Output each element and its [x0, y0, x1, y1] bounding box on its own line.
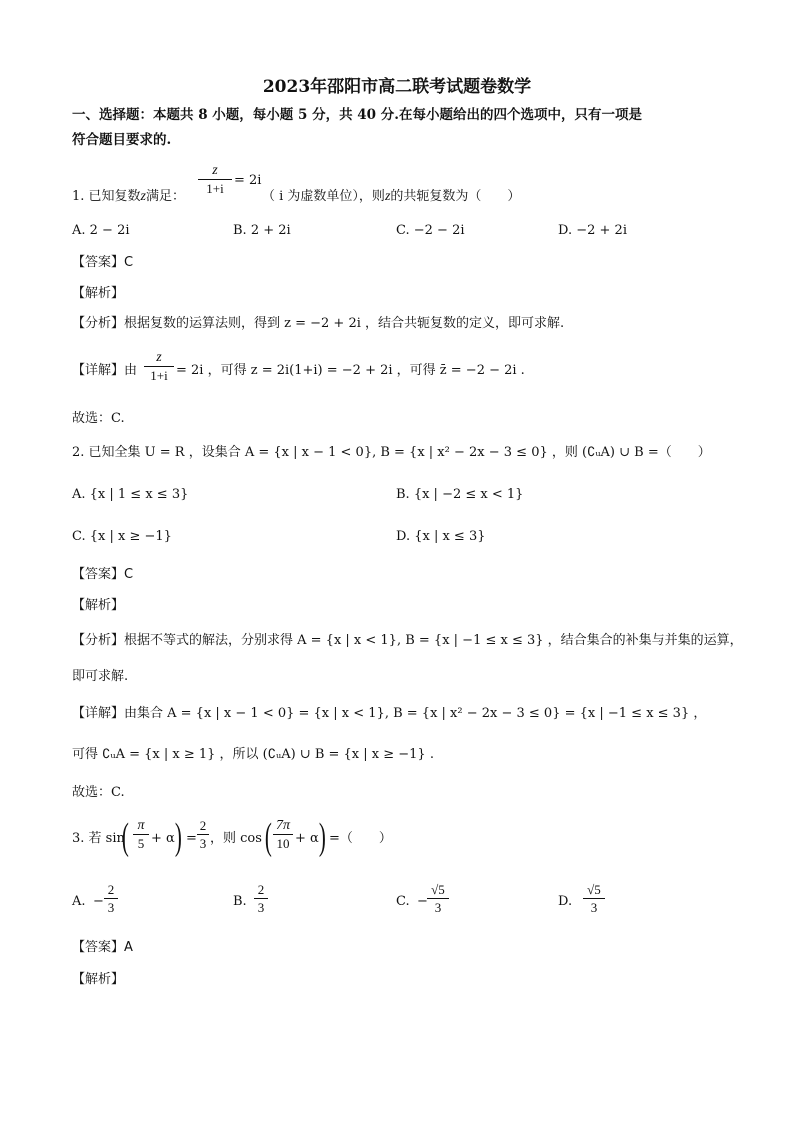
q1-option-a[interactable]: A. 2 − 2i [72, 223, 130, 238]
q3-option-b-bar [254, 898, 268, 899]
q3-option-a-num: 2 [107, 882, 115, 897]
q1-suffix [262, 188, 520, 206]
q3-fraction-2 [197, 818, 209, 851]
q3-equals: = [186, 831, 197, 846]
q3-end: =（ ） [329, 831, 392, 846]
q1-fraction [198, 163, 232, 196]
q3-option-d-label: D. [558, 894, 573, 909]
q3-option-a-sign: − [93, 894, 104, 909]
q1-var-z: z [140, 189, 146, 204]
q3-option-d-frac [583, 882, 605, 915]
q1-detail-frac-bar [144, 366, 174, 367]
q2-answer: 【答案】C [72, 567, 134, 582]
q2-option-d[interactable]: D. {x | x ≤ 3} [396, 529, 486, 544]
page-title: 2023年邵阳市高二联考试题卷数学 [262, 77, 532, 97]
q2-stem: 2. 已知全集 U = R ，设集合 A = {x | x − 1 < 0}, B = {x | x² − 2x − 3 ≤ 0} ，则 (∁ᵤA) ∪ B =（ ） [72, 445, 711, 460]
q3-option-a-frac [104, 882, 118, 915]
q1-detail-prefix: 【详解】由 [72, 363, 138, 378]
q3-option-a-label: A. [72, 894, 86, 909]
q3-option-b-den: 3 [257, 900, 265, 915]
q3-option-c-label: C. [396, 894, 410, 909]
q3-option-d-bar [583, 898, 605, 899]
q3-f2-num: 2 [199, 818, 207, 833]
q2-jiexi: 【解析】 [72, 598, 125, 613]
q2-option-b[interactable]: B. {x | −2 ≤ x < 1} [396, 487, 524, 502]
q1-detail-fraction [144, 350, 174, 383]
q1-prefix: 1. 已知复数 [72, 189, 141, 204]
q1-var-z2: z [384, 189, 391, 204]
q1-detail-frac-num: z [156, 350, 162, 365]
q3-f3-bar [273, 834, 293, 835]
q2-option-a[interactable]: A. {x | 1 ≤ x ≤ 3} [72, 487, 189, 502]
q2-detail-line1: 【详解】由集合 A = {x | x − 1 < 0} = {x | x < 1}, B = {x | x² − 2x − 3 ≤ 0} = {x | −1 ≤ x ≤ 3} ， [72, 706, 707, 721]
q3-option-c-bar [427, 898, 449, 899]
q1-frac-bar [198, 179, 232, 180]
q1-suffix-b: 的共轭复数为（ ） [390, 189, 521, 204]
q1-suffix-a: （ i 为虚数单位），则 [262, 189, 385, 204]
q3-fraction-3 [273, 818, 293, 851]
q3-paren-right-1: ) [174, 816, 182, 858]
q3-mid: ，则 cos [210, 831, 262, 846]
q2-analysis-line2: 即可求解. [72, 669, 129, 684]
q1-frac-num: z [212, 163, 218, 178]
q3-f3-num: 7π [275, 818, 290, 833]
q3-option-c-num: √5 [431, 882, 445, 897]
q1-detail-frac-den: 1+i [150, 368, 168, 383]
q1-jiexi: 【解析】 [72, 286, 125, 301]
q3-option-c-sign: − [417, 894, 428, 909]
q2-option-c[interactable]: C. {x | x ≥ −1} [72, 529, 172, 544]
q3-answer: 【答案】A [72, 940, 133, 955]
q3-option-d-num: √5 [587, 882, 601, 897]
q3-option-c-den: 3 [434, 900, 442, 915]
section-header-line1: 一、选择题：本题共 8 小题，每小题 5 分，共 40 分.在每小题给出的四个选项中，只有一项是 [72, 107, 642, 123]
q1-detail-rest: = 2i ，可得 z = 2i(1+i) = −2 + 2i ，可得 z̄ = −2 − 2i . [176, 363, 525, 378]
q1-frac-den: 1+i [206, 181, 224, 196]
q1-answer: 【答案】C [72, 255, 134, 270]
q1-stem [72, 188, 185, 206]
q1-mid: 满足： [146, 189, 186, 204]
q3-option-b-label: B. [233, 894, 247, 909]
q3-option-a-den: 3 [107, 900, 115, 915]
q2-conclusion: 故选：C. [72, 785, 125, 800]
q3-option-d-den: 3 [590, 900, 598, 915]
q1-conclusion: 故选：C. [72, 411, 125, 426]
q1-option-d[interactable]: D. −2 + 2i [558, 223, 627, 238]
q3-paren-left-1: ( [121, 816, 129, 858]
q3-f1-bar [133, 834, 149, 835]
q1-eq: = 2i [234, 173, 262, 188]
q3-prefix: 3. 若 sin [72, 831, 125, 846]
q3-plus-alpha-2: + α [295, 831, 319, 846]
q3-option-a-bar [104, 898, 118, 899]
q3-option-b-num: 2 [257, 882, 265, 897]
q1-option-c[interactable]: C. −2 − 2i [396, 223, 465, 238]
q3-option-b-frac [254, 882, 268, 915]
q3-fraction-1 [133, 818, 149, 851]
q2-detail-line2: 可得 ∁ᵤA = {x | x ≥ 1} ，所以 (∁ᵤA) ∪ B = {x | x ≥ −1} . [72, 747, 434, 762]
q3-f1-num: π [137, 818, 145, 833]
q3-f2-den: 3 [199, 836, 207, 851]
q2-analysis-line1: 【分析】根据不等式的解法，分别求得 A = {x | x < 1}, B = {x | −1 ≤ x ≤ 3} ，结合集合的补集与并集的运算， [72, 633, 743, 648]
q3-paren-right-2: ) [318, 816, 326, 858]
q3-f3-den: 10 [276, 836, 290, 851]
q1-analysis: 【分析】根据复数的运算法则，得到 z = −2 + 2i ，结合共轭复数的定义，即可求解. [72, 316, 565, 331]
q3-option-c-frac [427, 882, 449, 915]
q3-f1-den: 5 [137, 836, 145, 851]
q1-option-b[interactable]: B. 2 + 2i [233, 223, 291, 238]
q3-plus-alpha-1: + α [151, 831, 175, 846]
q3-paren-left-2: ( [264, 816, 272, 858]
section-header-line2: 符合题目要求的. [72, 132, 172, 148]
q3-jiexi: 【解析】 [72, 972, 125, 987]
q3-f2-bar [197, 834, 209, 835]
